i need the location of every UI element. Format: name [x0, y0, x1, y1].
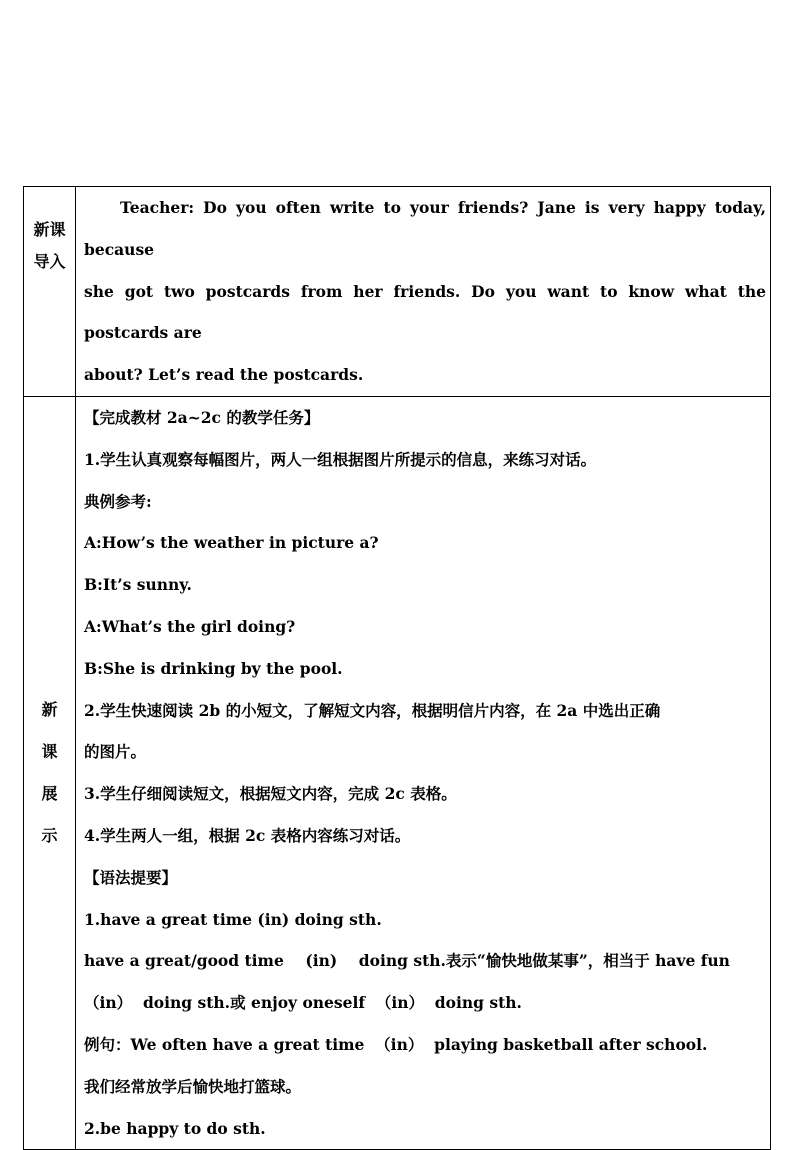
label-char-4: 示: [41, 826, 58, 846]
show-line-7: B:She is drinking by the pool.: [84, 658, 343, 678]
show-line-11: 4.学生两人一组，根据 2c 表格内容练习对话。: [84, 825, 411, 845]
intro-line-3: about? Let’s read the postcards.: [84, 365, 364, 385]
show-line-2: 1.学生认真观察每幅图片，两人一组根据图片所提示的信息，来练习对话。: [84, 449, 597, 469]
show-line-12: 【语法提要】: [84, 867, 178, 887]
row-new-lesson-show: [24, 396, 771, 1149]
label-char-3: 展: [41, 784, 58, 804]
show-content: [76, 396, 771, 1149]
show-line-6: A:What’s the girl doing?: [84, 616, 296, 636]
lesson-plan-table: [23, 186, 771, 1150]
row-new-lesson-intro: [24, 187, 771, 397]
label-char-2: 课: [41, 742, 58, 762]
label-new-lesson-show: [24, 396, 76, 1149]
show-line-8: 2.学生快速阅读 2b 的小短文，了解短文内容，根据明信片内容，在 2a 中选出正确: [84, 700, 661, 720]
label-intro-text: 新课导入: [33, 220, 66, 271]
intro-line-2: she got two postcards from her friends. Do you want to know what the postcards are: [84, 281, 766, 343]
show-line-3: 典例参考:: [84, 491, 152, 511]
show-line-5: B:It’s sunny.: [84, 575, 192, 595]
show-line-9: 的图片。: [84, 742, 147, 762]
label-new-lesson-intro: [24, 187, 76, 397]
show-line-14: have a great/good time (in) doing sth.表示“愉快地做某事”，相当于 have fun: [84, 951, 730, 971]
intro-line-1: Teacher: Do you often write to your friends? Jane is very happy today, because: [84, 198, 766, 259]
show-line-16: 例句：We often have a great time （in） playing basketball after school.: [84, 1034, 708, 1054]
label-char-1: 新: [41, 700, 58, 720]
intro-content: [76, 187, 771, 397]
show-line-10: 3.学生仔细阅读短文，根据短文内容，完成 2c 表格。: [84, 784, 457, 804]
show-line-15: （in） doing sth.或 enjoy oneself （in） doing sth.: [84, 993, 522, 1013]
show-line-1: 【完成教材 2a~2c 的教学任务】: [84, 407, 320, 427]
show-line-4: A:How’s the weather in picture a?: [84, 533, 379, 553]
show-line-13: 1.have a great time (in) doing sth.: [84, 909, 382, 929]
show-line-17: 我们经常放学后愉快地打篮球。: [84, 1076, 302, 1096]
show-line-18: 2.be happy to do sth.: [84, 1118, 266, 1138]
